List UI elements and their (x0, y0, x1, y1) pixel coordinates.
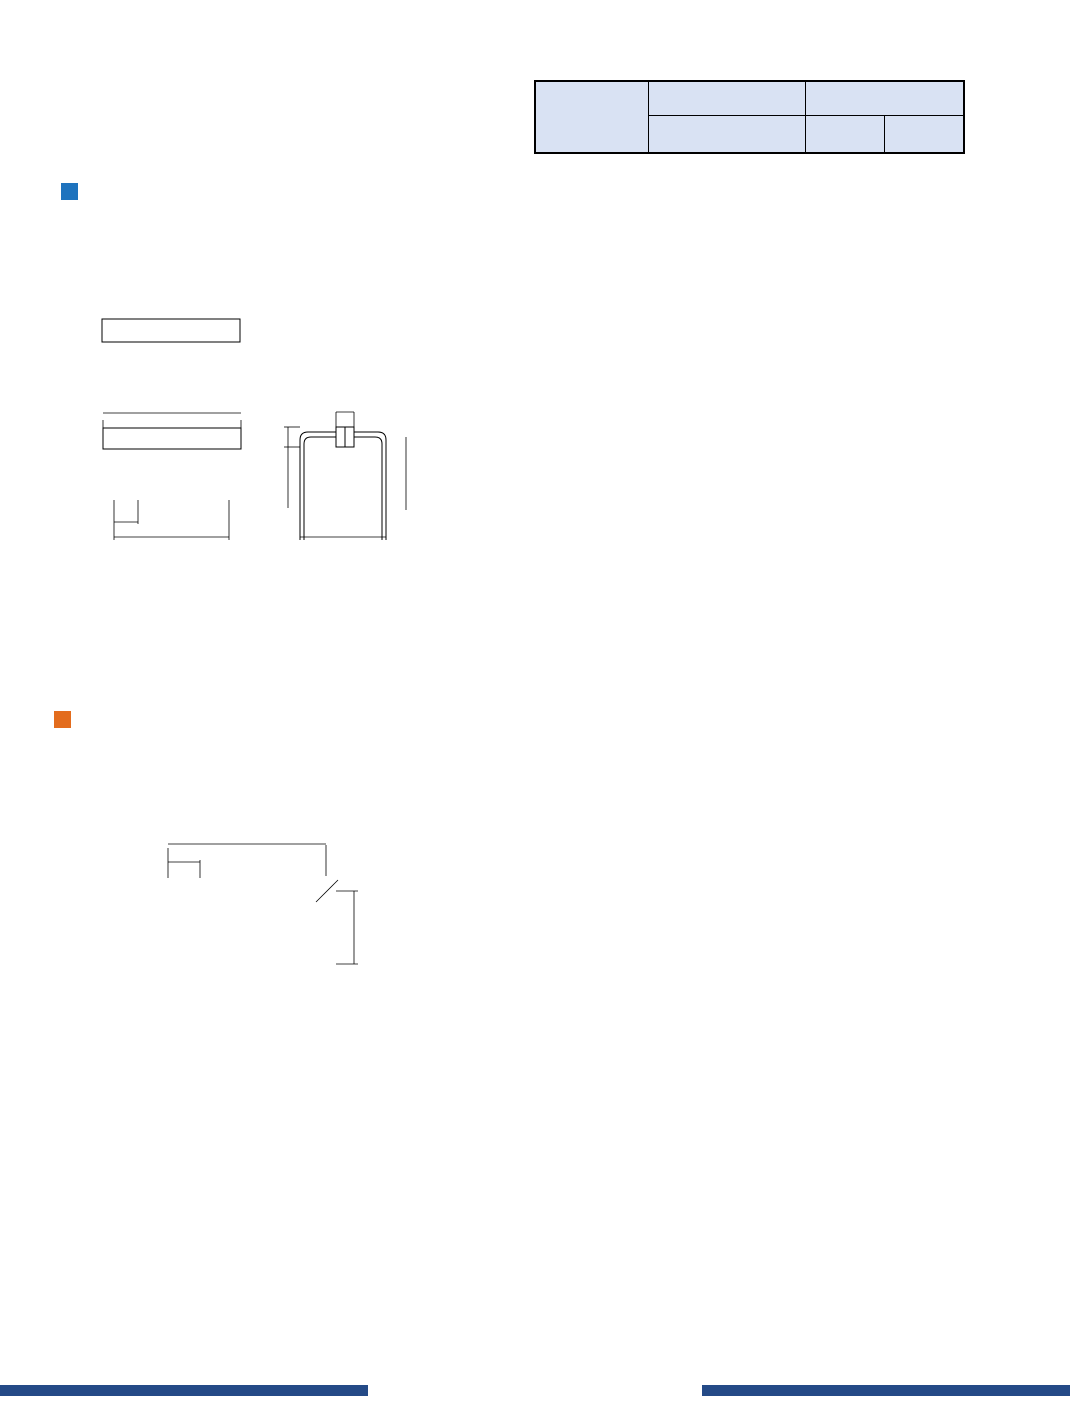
header-b (885, 116, 965, 154)
header-a (806, 116, 885, 154)
pcb-layout-drawing (0, 0, 520, 1000)
footer-bar-right (702, 1385, 1070, 1396)
footer-bar-left (0, 1385, 368, 1396)
pcb-dimension-lines (168, 844, 358, 964)
header-part-number (649, 81, 806, 116)
header-dimensions (806, 81, 965, 116)
header-number-of-position (535, 81, 649, 153)
part-number-table (534, 80, 965, 154)
header-cxxx (649, 116, 806, 154)
